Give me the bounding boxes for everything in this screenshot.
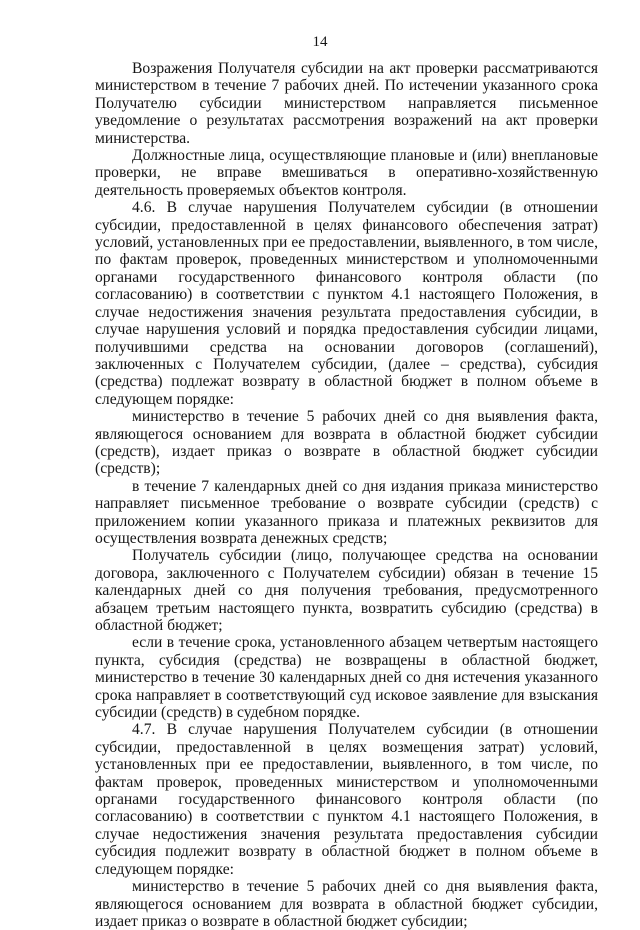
paragraph: министерство в течение 5 рабочих дней со дня выявления факта, являющегося основанием для возврата в областной бюджет субсидии (средств), издает приказ о возврате в областной бюджет субсидии (средств); bbox=[95, 408, 598, 478]
document-body bbox=[95, 60, 598, 930]
paragraph: если в течение срока, установленного абзацем четвертым настоящего пункта, субсидия (средства) не возвращены в областной бюджет, министерство в течение 30 календарных дней со дня истечения указанного срока направляет в соответствующий суд исковое заявление для взыскания субсидии (средств) в судебном порядке. bbox=[95, 634, 598, 722]
paragraph: в течение 7 календарных дней со дня издания приказа министерство направляет письменное требование о возврате субсидии (средств) с приложением копии указанного приказа и платежных реквизитов для осуществления возврата денежных средств; bbox=[95, 477, 598, 547]
page-number: 14 bbox=[312, 34, 328, 50]
paragraph: 4.6. В случае нарушения Получателем субсидии (в отношении субсидии, предоставленной в целях финансового обеспечения затрат) условий, установленных при ее предоставлении, выявленного, в том числе, по фактам проверок, проведенных министерством и уполномоченными органами государственного финансового контроля области (по согласованию) в соответствии с пунктом 4.1 настоящего Положения, в случае недостижения значения результата предоставления субсидии, в случае нарушения условий и порядка предоставления субсидии лицами, получившими средства на основании договоров (соглашений), заключенных с Получателем субсидии, (далее – средства), субсидия (средства) подлежат возврату в областной бюджет в полном объеме в следующем порядке: bbox=[95, 199, 598, 408]
paragraph: Возражения Получателя субсидии на акт проверки рассматриваются министерством в течение 7 рабочих дней. По истечении указанного срока Получателю субсидии министерством направляется письменное уведомление о результатах рассмотрения возражений на акт проверки министерства. bbox=[95, 60, 598, 147]
paragraph: Получатель субсидии (лицо, получающее средства на основании договора, заключенного с Получателем субсидии) обязан в течение 15 календарных дней со дня получения требования, предусмотренного абзацем третьим настоящего пункта, возвратить субсидию (средства) в областной бюджет; bbox=[95, 547, 598, 634]
paragraph: Должностные лица, осуществляющие плановые и (или) внеплановые проверки, не вправе вмешиваться в оперативно-хозяйственную деятельность проверяемых объектов контроля. bbox=[95, 147, 598, 199]
paragraph: министерство в течение 5 рабочих дней со дня выявления факта, являющегося основанием для возврата в областной бюджет субсидии, издает приказ о возврате в областной бюджет субсидии; bbox=[95, 878, 598, 930]
paragraph: 4.7. В случае нарушения Получателем субсидии (в отношении субсидии, предоставленной в целях возмещения затрат) условий, установленных при ее предоставлении, выявленного, в том числе, по фактам проверок, проведенных министерством и уполномоченными органами государственного финансового контроля области (по согласованию) в соответствии с пунктом 4.1 настоящего Положения, в случае недостижения значения результата предоставления субсидии субсидия подлежит возврату в областной бюджет в полном объеме в следующем порядке: bbox=[95, 721, 598, 878]
